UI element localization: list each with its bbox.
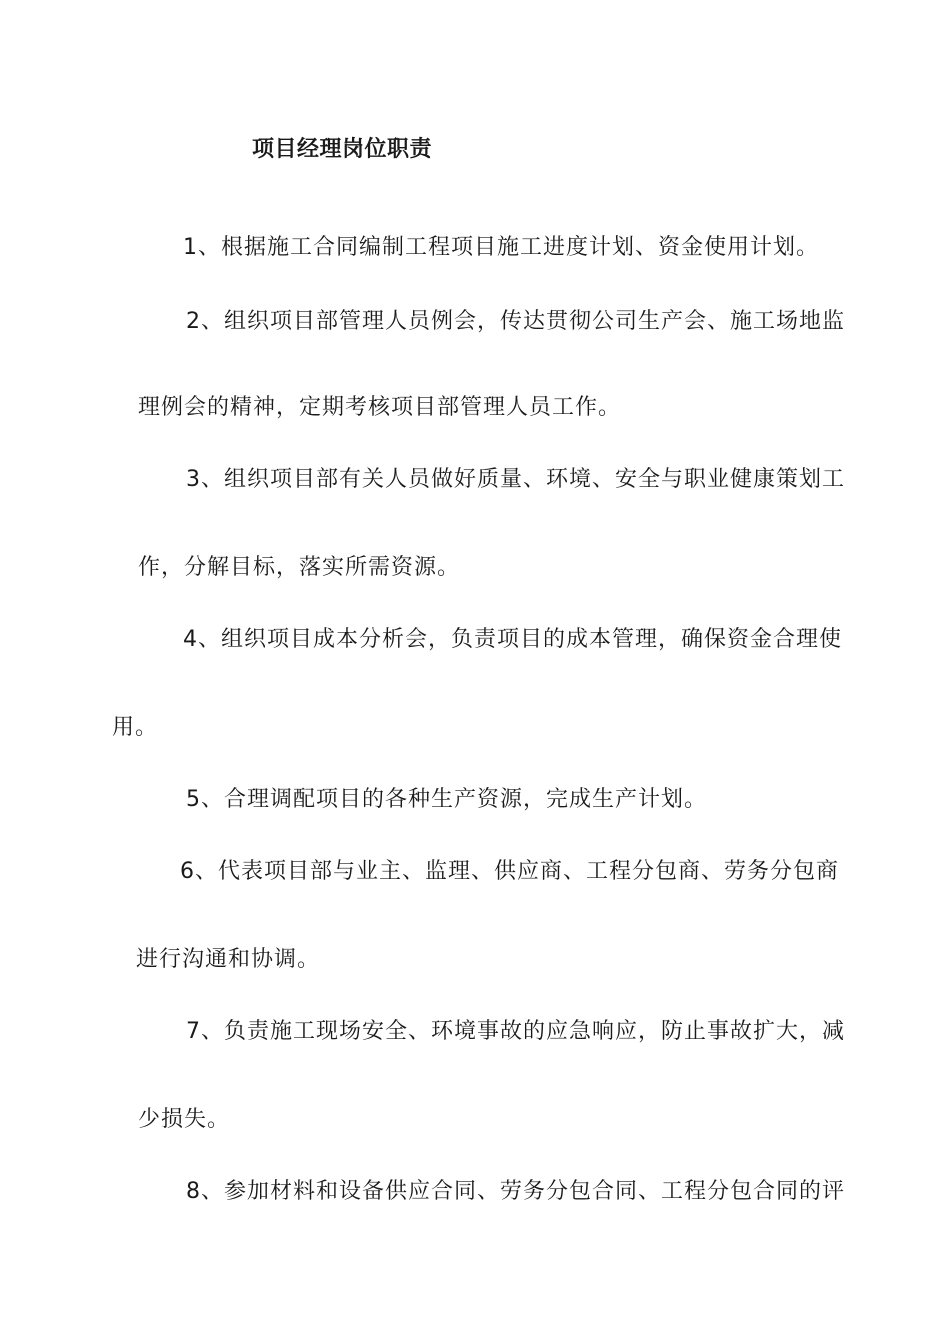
duty-1-line-1: 1、根据施工合同编制工程项目施工进度计划、资金使用计划。 — [183, 235, 819, 260]
duty-7-line-2: 少损失。 — [138, 1107, 231, 1132]
duty-4-line-1: 4、组织项目成本分析会，负责项目的成本管理，确保资金合理使 — [183, 627, 842, 652]
duty-2-line-1: 2、组织项目部管理人员例会，传达贯彻公司生产会、施工场地监 — [186, 309, 845, 334]
duty-6-line-1: 6、代表项目部与业主、监理、供应商、工程分包商、劳务分包商 — [180, 859, 839, 884]
duty-3-line-2: 作，分解目标，落实所需资源。 — [138, 555, 461, 580]
duty-6-line-2: 进行沟通和协调。 — [136, 947, 321, 972]
duty-8-line-1: 8、参加材料和设备供应合同、劳务分包合同、工程分包合同的评 — [186, 1179, 845, 1204]
duty-3-line-1: 3、组织项目部有关人员做好质量、环境、安全与职业健康策划工 — [186, 467, 845, 492]
duty-7-line-1: 7、负责施工现场安全、环境事故的应急响应，防止事故扩大，减 — [186, 1019, 845, 1044]
duty-5-line-1: 5、合理调配项目的各种生产资源，完成生产计划。 — [186, 787, 707, 812]
duty-2-line-2: 理例会的精神，定期考核项目部管理人员工作。 — [138, 395, 622, 420]
document-title: 项目经理岗位职责 — [252, 137, 433, 162]
duty-4-line-2: 用。 — [112, 715, 159, 740]
